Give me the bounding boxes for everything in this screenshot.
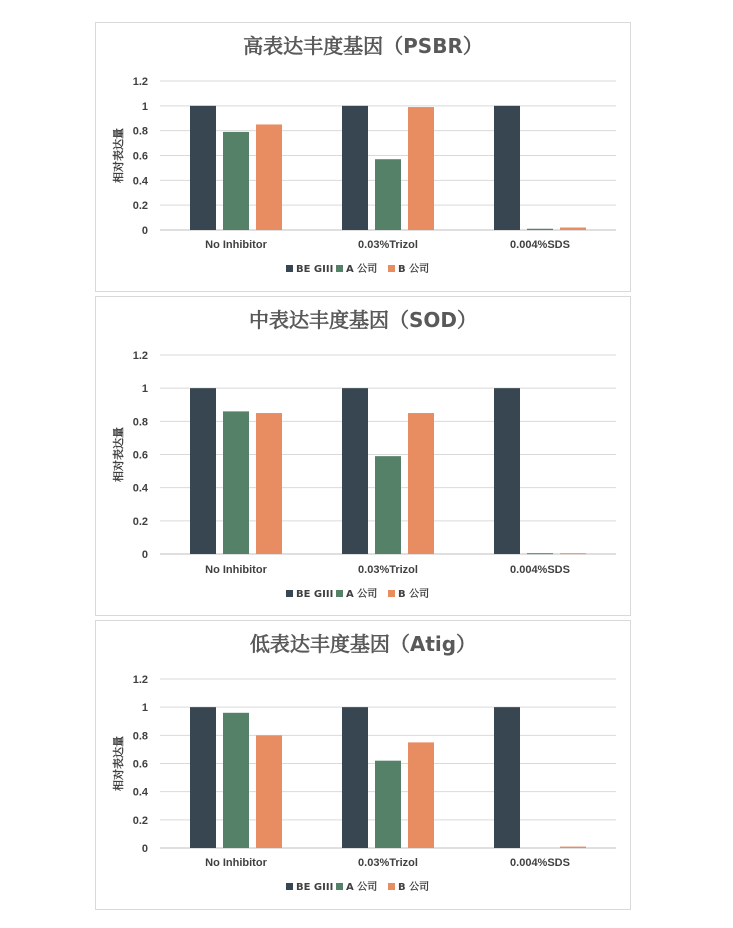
bar: [223, 411, 249, 554]
bar: [342, 388, 368, 554]
y-tick-label: 0.2: [132, 515, 148, 528]
y-tick-label: 0.4: [132, 175, 148, 188]
chart-title: 中表达丰度基因（SOD）: [248, 308, 478, 332]
y-tick-label: 0.8: [132, 416, 148, 429]
category-label: 0.03%Trizol: [358, 564, 418, 576]
bar: [342, 707, 368, 848]
chart-panel-medium: [95, 296, 631, 616]
chart-title: 高表达丰度基因（PSBR）: [243, 34, 483, 58]
y-tick-label: 0: [141, 549, 148, 561]
bar: [408, 413, 434, 554]
category-label: No Inhibitor: [205, 857, 267, 869]
y-tick-label: 1.2: [132, 350, 148, 362]
y-tick-label: 0.2: [132, 200, 148, 213]
legend-swatch: [286, 883, 293, 890]
bar: [256, 735, 282, 848]
bar: [560, 228, 586, 230]
y-tick-label: 0.6: [132, 449, 148, 462]
bar: [375, 456, 401, 554]
y-tick-label: 0.6: [132, 758, 148, 771]
legend-label: B 公司: [398, 264, 430, 275]
chart-high: [96, 23, 630, 291]
legend-swatch: [388, 590, 395, 597]
category-label: No Inhibitor: [205, 564, 267, 576]
legend-swatch: [336, 883, 343, 890]
y-tick-label: 1.2: [132, 76, 148, 88]
y-tick-label: 0: [141, 225, 148, 237]
legend-label: B 公司: [398, 589, 430, 600]
y-tick-label: 1: [141, 383, 148, 396]
category-label: 0.004%SDS: [510, 564, 570, 576]
y-tick-label: 1: [141, 702, 148, 715]
bar: [494, 106, 520, 230]
category-label: 0.004%SDS: [510, 239, 570, 251]
legend-swatch: [388, 265, 395, 272]
y-tick-label: 0.4: [132, 786, 148, 799]
bar: [223, 132, 249, 230]
y-axis-label: 相对表达量: [112, 427, 125, 482]
legend-swatch: [336, 590, 343, 597]
bar: [494, 388, 520, 554]
legend-label: BE GIII: [296, 264, 334, 275]
category-label: 0.03%Trizol: [358, 857, 418, 869]
bar: [408, 107, 434, 230]
y-tick-label: 1: [141, 100, 148, 113]
y-tick-label: 0.8: [132, 125, 148, 138]
y-tick-label: 1.2: [132, 674, 148, 686]
legend-label: B 公司: [398, 882, 430, 893]
bar: [190, 707, 216, 848]
y-tick-label: 0.6: [132, 150, 148, 163]
bar: [527, 229, 553, 230]
legend-swatch: [336, 265, 343, 272]
bar: [256, 413, 282, 554]
y-tick-label: 0.8: [132, 730, 148, 743]
bar: [190, 106, 216, 230]
legend-label: A 公司: [346, 264, 378, 275]
chart-panel-high: [95, 22, 631, 292]
bar: [560, 553, 586, 554]
bar: [494, 707, 520, 848]
bar: [375, 159, 401, 230]
category-label: 0.004%SDS: [510, 857, 570, 869]
y-tick-label: 0.4: [132, 482, 148, 495]
legend-label: A 公司: [346, 589, 378, 600]
chart-panel-low: [95, 620, 631, 910]
bar: [342, 106, 368, 230]
legend-swatch: [388, 883, 395, 890]
chart-title: 低表达丰度基因（Atig）: [249, 632, 477, 656]
y-axis-label: 相对表达量: [112, 128, 125, 183]
legend-swatch: [286, 590, 293, 597]
y-tick-label: 0.2: [132, 814, 148, 827]
category-label: 0.03%Trizol: [358, 239, 418, 251]
y-axis-label: 相对表达量: [112, 736, 125, 791]
chart-low: [96, 621, 630, 909]
bar: [223, 713, 249, 848]
bar: [190, 388, 216, 554]
bar: [560, 847, 586, 848]
category-label: No Inhibitor: [205, 239, 267, 251]
bar: [527, 553, 553, 554]
legend-label: BE GIII: [296, 882, 334, 893]
y-tick-label: 0: [141, 843, 148, 855]
legend-swatch: [286, 265, 293, 272]
legend-label: A 公司: [346, 882, 378, 893]
bar: [256, 124, 282, 230]
chart-medium: [96, 297, 630, 615]
bar: [375, 761, 401, 848]
bar: [408, 742, 434, 848]
legend-label: BE GIII: [296, 589, 334, 600]
